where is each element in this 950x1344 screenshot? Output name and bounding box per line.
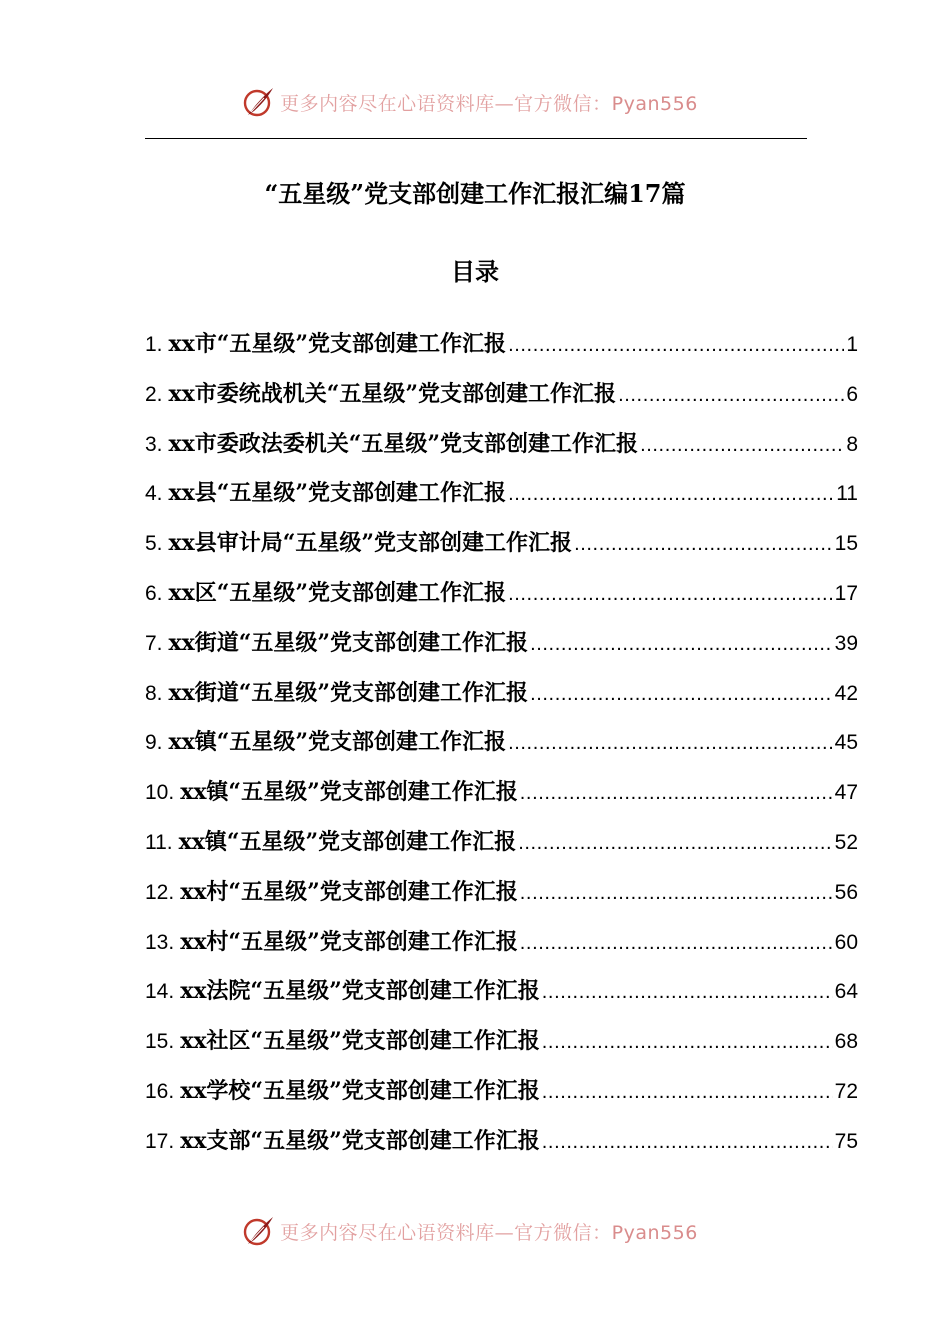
toc-entry-page-number: 64 (834, 980, 858, 1004)
toc-entry-page-number: 72 (834, 1079, 858, 1103)
toc-entry-title: xx街道“五星级”党支部创建工作汇报 (168, 679, 529, 706)
toc-entry-title: xx镇“五星级”党支部创建工作汇报 (168, 729, 507, 756)
toc-leader-dots (508, 483, 834, 506)
toc-entry-page-number: 56 (834, 880, 858, 904)
toc-entry-title: xx市委统战机关“五星级”党支部创建工作汇报 (168, 380, 617, 407)
toc-entry-number: 15. (145, 1030, 175, 1054)
toc-entry-title: xx市“五星级”党支部创建工作汇报 (168, 331, 507, 357)
toc-entry-number: 16. (145, 1079, 175, 1103)
watermark-content (242, 85, 698, 119)
toc-entry-title: xx县审计局“五星级”党支部创建工作汇报 (168, 530, 573, 557)
toc-entry[interactable] (145, 825, 858, 875)
toc-entry-page-number: 1 (846, 333, 858, 356)
toc-leader-dots (508, 732, 833, 755)
toc-entry-title: xx区“五星级”党支部创建工作汇报 (168, 579, 507, 606)
toc-entry-title: xx法院“五星级”党支部创建工作汇报 (180, 978, 540, 1005)
toc-entry-title: xx村“五星级”党支部创建工作汇报 (180, 928, 518, 955)
toc-entry-number: 1. (145, 333, 163, 356)
toc-entry-title: xx街道“五星级”党支部创建工作汇报 (168, 629, 529, 656)
toc-entry-page-number: 15 (834, 532, 858, 556)
toc-entry-title: xx村“五星级”党支部创建工作汇报 (180, 878, 518, 905)
watermark-content (242, 1214, 698, 1248)
toc-entry-number: 5. (145, 532, 163, 556)
toc-entry-number: 10. (145, 781, 175, 805)
toc-leader-dots (530, 683, 833, 706)
toc-entry[interactable] (145, 476, 858, 526)
toc-entry-page-number: 8 (846, 432, 858, 456)
toc-entry-number: 6. (145, 581, 163, 605)
toc-entry-title: xx市委政法委机关“五星级”党支部创建工作汇报 (168, 430, 639, 457)
document-title: “五星级”党支部创建工作汇报汇编17篇 (264, 179, 686, 208)
toc-entry-title: xx镇“五星级”党支部创建工作汇报 (180, 779, 518, 806)
toc-leader-dots (520, 782, 833, 805)
toc-leader-dots (640, 434, 844, 457)
toc-leader-dots (520, 932, 833, 955)
toc-entry-page-number: 42 (834, 681, 858, 705)
quill-pen-circle-icon (242, 85, 276, 119)
toc-entry[interactable] (145, 576, 858, 626)
toc-entry-number: 17. (145, 1129, 175, 1153)
toc-entry-page-number: 52 (834, 830, 858, 854)
toc-entry-page-number: 47 (834, 781, 858, 805)
toc-leader-dots (520, 882, 833, 905)
toc-entry[interactable] (145, 526, 858, 576)
header-watermark (0, 82, 950, 122)
toc-entry[interactable] (145, 974, 858, 1024)
toc-entry[interactable] (145, 1024, 858, 1074)
toc-entry-number: 13. (145, 930, 175, 954)
toc-entry-title: xx支部“五星级”党支部创建工作汇报 (180, 1127, 540, 1154)
toc-entry[interactable] (145, 725, 858, 775)
toc-entry-number: 4. (145, 482, 163, 506)
toc-leader-dots (518, 832, 832, 855)
toc-entry-page-number: 75 (834, 1129, 858, 1153)
toc-leader-dots (618, 384, 844, 407)
toc-leader-dots (508, 334, 844, 357)
toc-leader-dots (508, 583, 833, 606)
header-rule (145, 138, 807, 139)
toc-entry-title: xx学校“五星级”党支部创建工作汇报 (180, 1077, 540, 1104)
toc-heading: 目录 (451, 257, 499, 286)
toc-entry[interactable] (145, 427, 858, 477)
footer-watermark (0, 1211, 950, 1251)
toc-entry-page-number: 45 (834, 731, 858, 755)
watermark-text: 更多内容尽在心语资料库—官方微信：Pyan556 (280, 1221, 698, 1244)
toc-entry-title: xx社区“五星级”党支部创建工作汇报 (180, 1028, 540, 1055)
toc-entry[interactable] (145, 875, 858, 925)
toc-entry-number: 2. (145, 382, 163, 406)
toc-entry-title: xx镇“五星级”党支部创建工作汇报 (178, 828, 517, 855)
toc-entry[interactable] (145, 626, 858, 676)
toc-leader-dots (542, 981, 833, 1004)
table-of-contents (145, 327, 858, 1174)
toc-entry-number: 14. (145, 980, 175, 1004)
toc-entry-number: 11. (145, 830, 173, 854)
toc-leader-dots (542, 1131, 833, 1154)
toc-entry[interactable] (145, 1074, 858, 1124)
toc-leader-dots (542, 1031, 833, 1054)
toc-entry[interactable] (145, 327, 858, 377)
toc-entry-title: xx县“五星级”党支部创建工作汇报 (168, 480, 507, 507)
toc-entry[interactable] (145, 1124, 858, 1174)
toc-entry-page-number: 17 (834, 581, 858, 605)
toc-entry-page-number: 68 (834, 1030, 858, 1054)
quill-pen-circle-icon (242, 1214, 276, 1248)
toc-leader-dots (530, 633, 833, 656)
toc-leader-dots (574, 533, 833, 556)
toc-entry[interactable] (145, 676, 858, 726)
toc-entry-page-number: 6 (846, 382, 858, 406)
toc-entry-number: 12. (145, 880, 175, 904)
toc-entry-page-number: 60 (834, 930, 858, 954)
toc-entry-number: 3. (145, 432, 163, 456)
toc-entry-number: 8. (145, 681, 163, 705)
toc-entry[interactable] (145, 775, 858, 825)
toc-entry-number: 7. (145, 631, 163, 655)
toc-entry[interactable] (145, 925, 858, 975)
watermark-text: 更多内容尽在心语资料库—官方微信：Pyan556 (280, 92, 698, 115)
toc-leader-dots (542, 1081, 833, 1104)
toc-entry-number: 9. (145, 731, 163, 755)
toc-entry-page-number: 39 (834, 631, 858, 655)
toc-entry-page-number: 11 (836, 482, 858, 506)
toc-entry[interactable] (145, 377, 858, 427)
